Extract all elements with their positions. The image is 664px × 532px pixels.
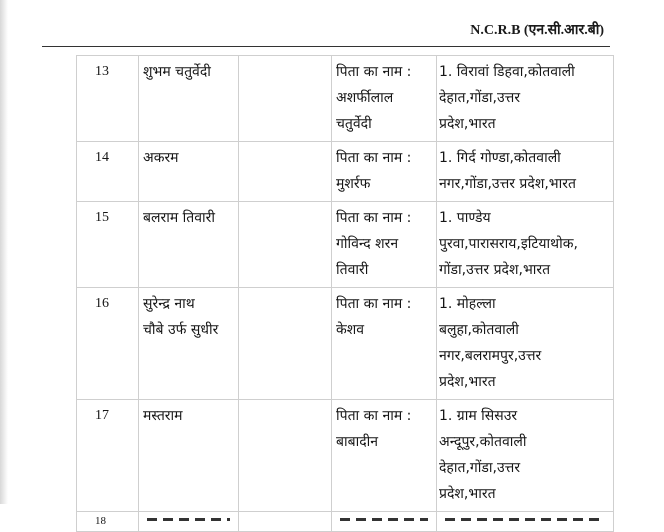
empty-cell: [239, 202, 332, 288]
serial-number: 17: [77, 400, 139, 512]
serial-number: 16: [77, 288, 139, 400]
father-name: पिता का नाम : अशर्फीलाल चतुर्वेदी: [332, 56, 437, 142]
father-name: पिता का नाम : बाबादीन: [332, 400, 437, 512]
address: 1. गिर्द गोण्डा,कोतवाली नगर,गोंडा,उत्तर प्रदेश,भारत: [437, 142, 614, 202]
address: 1. मोहल्ला बलुहा,कोतवाली नगर,बलरामपुर,उत्तर प्रदेश,भारत: [437, 288, 614, 400]
page-header: N.C.R.B (एन.सी.आर.बी): [470, 23, 604, 38]
empty-cell: [239, 288, 332, 400]
father-name: पिता का नाम : मुशर्रफ: [332, 142, 437, 202]
cut-off-cell: [332, 512, 437, 532]
table-row: [77, 288, 614, 400]
table-row: [77, 202, 614, 288]
accused-name: अकरम: [139, 142, 239, 202]
cut-off-cell: [139, 512, 239, 532]
serial-number: [77, 512, 139, 532]
empty-cell: [239, 512, 332, 532]
header-divider: [42, 46, 610, 47]
empty-cell: [239, 56, 332, 142]
cut-off-cell: [437, 512, 614, 532]
accused-name: सुरेन्द्र नाथ चौबे उर्फ सुधीर: [139, 288, 239, 400]
address: 1. पाण्डेय पुरवा,पारासराय,इटियाथोक, गोंडा,उत्तर प्रदेश,भारत: [437, 202, 614, 288]
address: 1. विरावां डिहवा,कोतवाली देहात,गोंडा,उत्तर प्रदेश,भारत: [437, 56, 614, 142]
serial-number-text: 18: [95, 515, 106, 527]
serial-number: 14: [77, 142, 139, 202]
accused-name: बलराम तिवारी: [139, 202, 239, 288]
page-edge-shadow: [0, 0, 8, 504]
empty-cell: [239, 142, 332, 202]
table-row: [77, 56, 614, 142]
table-row: [77, 142, 614, 202]
empty-cell: [239, 400, 332, 512]
father-name: पिता का नाम : केशव: [332, 288, 437, 400]
serial-number: 13: [77, 56, 139, 142]
records-table: [76, 55, 614, 532]
serial-number: 15: [77, 202, 139, 288]
table-row: [77, 400, 614, 512]
address: 1. ग्राम सिसउर अन्दूपुर,कोतवाली देहात,गोंडा,उत्तर प्रदेश,भारत: [437, 400, 614, 512]
accused-name: शुभम चतुर्वेदी: [139, 56, 239, 142]
table-row-partial: [77, 512, 614, 532]
father-name: पिता का नाम : गोविन्द शरन तिवारी: [332, 202, 437, 288]
accused-name: मस्तराम: [139, 400, 239, 512]
